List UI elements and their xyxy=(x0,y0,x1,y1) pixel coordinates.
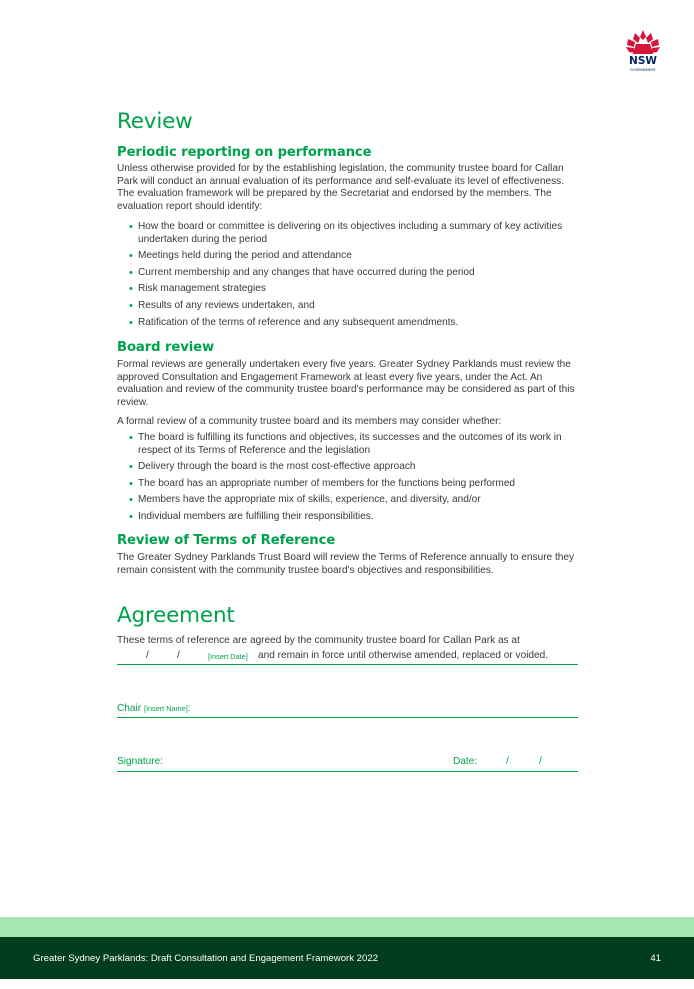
list-item: • Members have the appropriate mix of skills, experience, and diversity, and/or xyxy=(129,494,580,507)
board-review-paragraph: Formal reviews are generally undertaken every five years. Greater Sydney Parklands must review the approved Consultation and Engagement Framework at least every five years, under the Act. An evaluation and review of the community trustee board's performance may be considered as part of this review. xyxy=(117,359,575,408)
chair-label-text: Chair xyxy=(117,703,142,714)
review-heading: Review xyxy=(117,109,193,134)
chair-label xyxy=(117,703,191,714)
list-item: • Meetings held during the period and attendance xyxy=(129,250,580,263)
terms-review-heading: Review of Terms of Reference xyxy=(117,533,336,548)
page-number: 41 xyxy=(650,953,661,964)
agreement-heading: Agreement xyxy=(117,603,235,628)
footer-document-title: Greater Sydney Parklands: Draft Consultation and Engagement Framework 2022 xyxy=(33,953,379,964)
list-item: • Risk management strategies xyxy=(129,283,580,296)
date-separator: / xyxy=(506,756,509,767)
list-item: • How the board or committee is delivering on its objectives including a summary of key activities undertaken during the period xyxy=(129,221,580,246)
nsw-government-logo xyxy=(622,28,664,74)
list-item: • Delivery through the board is the most cost-effective approach xyxy=(129,461,580,474)
periodic-reporting-heading: Periodic reporting on performance xyxy=(117,145,372,160)
signature-label: Signature: xyxy=(117,756,164,767)
agreement-date-field[interactable] xyxy=(117,649,578,665)
list-item: • Ratification of the terms of reference and any subsequent amendments. xyxy=(129,317,580,330)
date-separator: / xyxy=(539,756,542,767)
formal-review-list xyxy=(129,432,580,528)
board-review-intro: A formal review of a community trustee board and its members may consider whether: xyxy=(117,416,502,427)
insert-date-placeholder: [Insert Date] xyxy=(208,652,248,661)
signature-field[interactable] xyxy=(117,755,578,772)
svg-text:GOVERNMENT: GOVERNMENT xyxy=(630,68,656,72)
board-review-heading: Board review xyxy=(117,340,215,355)
date-separator: / xyxy=(146,650,149,661)
agreement-continuation: and remain in force until otherwise amended, replaced or voided. xyxy=(258,650,549,661)
list-item: • Individual members are fulfilling their responsibilities. xyxy=(129,511,580,524)
evaluation-report-list xyxy=(129,221,580,333)
page-footer xyxy=(0,937,694,979)
terms-review-paragraph: The Greater Sydney Parklands Trust Board will review the Terms of Reference annually to ensure they remain consistent with the community trustee board's objectives and responsibilities. xyxy=(117,552,575,576)
list-item: • The board is fulfilling its functions and objectives, its successes and the outcomes of its work in respect of its Terms of Reference and the legislation xyxy=(129,432,580,457)
date-separator: / xyxy=(177,650,180,661)
agreement-paragraph: These terms of reference are agreed by the community trustee board for Callan Park as at xyxy=(117,635,520,646)
waratah-icon xyxy=(622,28,664,74)
list-item: • The board has an appropriate number of members for the functions being performed xyxy=(129,478,580,491)
signature-date-label: Date: xyxy=(453,756,478,767)
chair-name-field[interactable] xyxy=(117,702,578,718)
chair-colon: : xyxy=(187,703,191,714)
footer-accent-band xyxy=(0,917,694,937)
list-item: • Results of any reviews undertaken, and xyxy=(129,300,580,313)
insert-name-placeholder: [Insert Name] xyxy=(143,704,188,713)
periodic-reporting-paragraph: Unless otherwise provided for by the establishing legislation, the community trustee board for Callan Park will conduct an annual evaluation of its performance and self-evaluate its level of effectiveness. The evaluation framework will be prepared by the Secretariat and endorsed by the members. The evaluation report should identify: xyxy=(117,163,564,212)
list-item: • Current membership and any changes that have occurred during the period xyxy=(129,267,580,280)
svg-text:NSW: NSW xyxy=(629,55,657,67)
